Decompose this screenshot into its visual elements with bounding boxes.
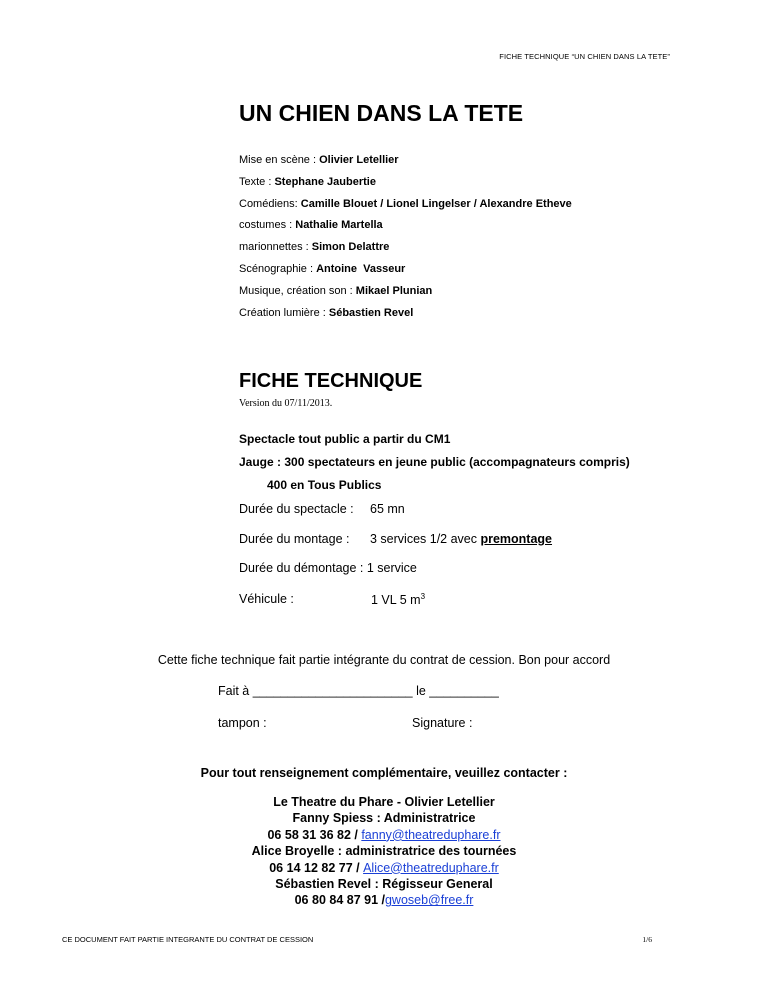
credit-mise-en-scene [239, 150, 572, 172]
duree-demontage-row: Durée du démontage : 1 service [239, 561, 417, 575]
credit-label: costumes : [239, 219, 296, 232]
credit-comediens [239, 194, 572, 216]
credit-label: Texte : [239, 175, 275, 188]
credit-costumes [239, 215, 572, 237]
spec-jauge: Jauge : 300 spectateurs en jeune public (accompagnateurs compris) [239, 455, 630, 469]
credit-marionnettes [239, 237, 572, 259]
version-date: Version du 07/11/2013. [239, 398, 333, 409]
credit-musique [239, 281, 572, 303]
credit-lumiere [239, 303, 572, 325]
credit-label: Comédiens: [239, 197, 301, 210]
page-number: 1/6 [642, 935, 652, 944]
agreement-statement: Cette fiche technique fait partie intégrante du contrat de cession. Bon pour accord [157, 653, 611, 667]
credits-list [239, 150, 572, 324]
contact-alice-line [0, 860, 768, 876]
contact-sebastien-line [0, 892, 768, 908]
fait-a-line: Fait à _______________________ le __________ [218, 684, 499, 698]
vehicule-row [239, 592, 426, 608]
duree-montage-label: Durée du montage : [239, 532, 350, 546]
duree-montage-row [239, 532, 553, 546]
header-note: FICHE TECHNIQUE “UN CHIEN DANS LA TETE” [499, 52, 670, 61]
credit-label: Création lumière : [239, 306, 329, 319]
footer-note: CE DOCUMENT FAIT PARTIE INTEGRANTE DU CONTRAT DE CESSION [62, 935, 314, 944]
contact-sebastien: Sébastien Revel : Régisseur General [275, 876, 493, 891]
contact-alice: Alice Broyelle : administratrice des tournées [251, 844, 517, 859]
duree-spectacle-row [239, 502, 405, 516]
contact-fanny: Fanny Spiess : Administratrice [292, 811, 476, 826]
fanny-phone: 06 58 31 36 82 / [267, 827, 362, 842]
premontage-emphasis: premontage [480, 532, 553, 546]
spec-public: Spectacle tout public a partir du CM1 [239, 432, 451, 446]
credit-value: Sébastien Revel [328, 306, 414, 319]
duree-spectacle-value: 65 mn [370, 502, 405, 516]
section-title: FICHE TECHNIQUE [239, 370, 423, 392]
sebastien-phone: 06 80 84 87 91 / [294, 893, 385, 908]
credit-value: Stephane Jaubertie [274, 175, 376, 188]
vehicule-text: 1 VL 5 m [371, 593, 421, 608]
credit-texte [239, 172, 572, 194]
signature-label: Signature : [412, 716, 473, 730]
contact-org: Le Theatre du Phare - Olivier Letellier [273, 795, 495, 809]
alice-email-link[interactable]: Alice@theatreduphare.fr [363, 860, 499, 875]
credit-value: Mikael Plunian [355, 284, 433, 297]
credit-label: marionnettes : [239, 241, 312, 254]
credit-value: Nathalie Martella [295, 219, 383, 232]
credit-value: Olivier Letellier [319, 154, 399, 166]
credit-scenographie [239, 259, 572, 281]
spec-jauge-tous: 400 en Tous Publics [267, 478, 382, 492]
tampon-label: tampon : [218, 716, 267, 730]
credit-value: Simon Delattre [311, 241, 390, 254]
document-title: UN CHIEN DANS LA TETE [239, 100, 524, 126]
duree-spectacle-label: Durée du spectacle : [239, 502, 354, 516]
specs-block [239, 428, 630, 497]
vehicule-superscript: 3 [420, 592, 426, 601]
sebastien-email-link[interactable]: gwoseb@free.fr [384, 893, 474, 908]
contact-intro: Pour tout renseignement complémentaire, veuillez contacter : [200, 766, 568, 780]
credit-label: Scénographie : [239, 262, 317, 275]
vehicule-value [371, 592, 425, 607]
alice-phone: 06 14 12 82 77 / [269, 860, 364, 875]
vehicule-label: Véhicule : [239, 592, 294, 606]
contact-fanny-line [0, 827, 768, 843]
credit-value: Antoine Vasseur [316, 262, 406, 275]
duree-montage-value [370, 532, 552, 546]
credit-label: Mise en scène : [239, 154, 320, 166]
fanny-email-link[interactable]: fanny@theatreduphare.fr [361, 827, 501, 842]
credit-label: Musique, création son : [239, 284, 356, 297]
contacts-block [0, 794, 768, 909]
duree-montage-text: 3 services 1/2 avec [370, 532, 481, 546]
credit-value: Camille Blouet / Lionel Lingelser / Alexandre Etheve [300, 197, 572, 210]
